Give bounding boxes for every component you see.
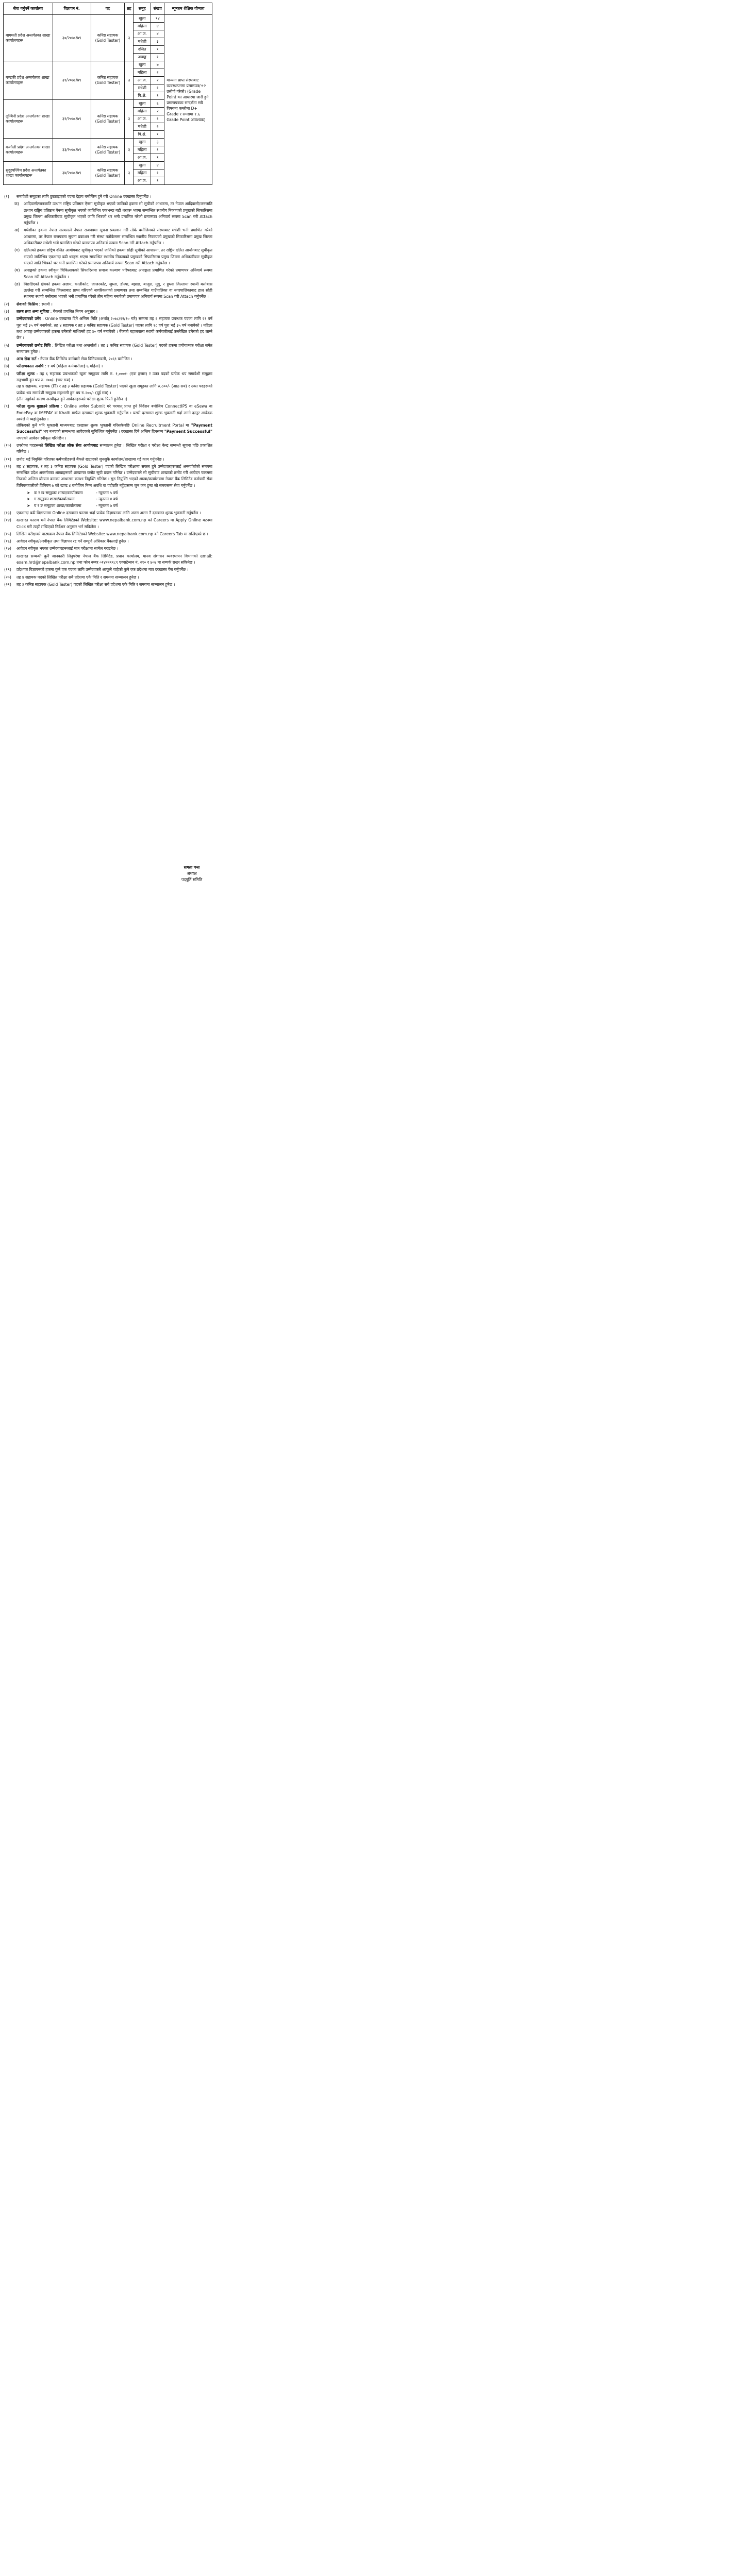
count-cell: १ [151,54,164,61]
note-6 [4,356,212,362]
count-cell: १ [151,177,164,185]
note-20 [4,574,212,581]
sub-note-number: (ङ) [14,281,20,286]
note-number: (२०) [4,574,11,580]
post-cell [91,15,125,61]
note-text-part: सञ्चालन हुनेछ । लिखित परीक्षा र परीक्षा केन्द्र सम्बन्धी सूचना पछि प्रकाशित गरिनेछ । [16,443,212,454]
sub-note-text: पिछडिएको क्षेत्रको हकमा अछाम, कालीकोट, जाजरकोट, जुम्ला, डोल्पा, बझाङ, बाजुरा, मुगु, र हुम्ला जिल्लामा स्थायी बसोबास उल्लेख गरी सम्बन्धित जिल्लाबाट प्राप्त गरिएको नागरिकताको प्रमाणपत्र तथा सम्बन्धित गाउँपालिका वा नगरपालिकाबाट हाल सोही स्थानमा स्थायी बसोबास भएको भनी प्रमाणित गरेको तीन महिना ननाघेको प्रमाणपत्र अनिवार्य रूपमा Scan गरी Attach गर्नुपर्नेछ । [24,281,212,299]
note-text: : १ वर्ष (महिला कर्मचारीलाई ६ महिना) । [45,364,103,369]
note-number: (२१) [4,582,11,587]
note-number: (१४) [4,518,11,523]
note-number: (७) [4,364,9,369]
notes-section [4,194,212,589]
note-text: तह ४ सहायक पदको लिखित परीक्षा सबै प्रदेशमा एकै मिति र समयमा सञ्चालन हुनेछ । [16,574,139,580]
count-cell: ३ [151,139,164,146]
note-7 [4,363,212,369]
note-text: तह ३ कनिष्ठ सहायक (Gold Tester) पदको लिखित परीक्षा सबै प्रदेशमा एकै मिति र समयमा सञ्चालन हुनेछ । [16,582,175,587]
group-cell: मधेशी [134,38,151,46]
note-text: समावेशी समूहका लागि छुट्याइएको पदमा देहाय बमोजिम हुने गरी Online दरखास्त दिनुपर्नेछ । [16,194,152,199]
note-text: : Online आवेदन Submit गरे पश्चात् प्राप्त हुने निर्देशन बमोजिम ConnectIPS वा eSewa वा FonePay वा IMEPAY वा Khalti मार्फत दरखास्त शुल्क भुक्तानी गर्नुपर्नेछ । यसरी दरखास्त शुल्क भुक्तानी गर्दा लाग्ने दस्तुर आवेदक स्वयंले ने व्यहोर्नुपर्नेछ । [16,404,212,421]
note-text: प्रदेशगत विज्ञापनको हकमा कुनै एक पदका लागि उम्मेदवारले आफूले चाहेको कुनै एक प्रदेशमा मात्र दरखास्त पेस गर्नुपर्नेछ । [16,567,189,572]
note-text: : Online दरखास्त दिने अन्तिम मिति (अर्थात् २०७८/१२/१० गते) सम्ममा तह ६ सहायक प्रबन्धक पदका लागि २१ वर्ष पूरा भई ३५ वर्ष ननाघेको, तह ४ सहायक र तह ३ कनिष्ठ सहायक (Gold Tester) पदका लागि १८ वर्ष पूरा भई ३५ वर्ष ननाघेको । महिला तथा अपाङ्ग उम्मेदवारको हकमा उमेरको माथिल्लो हद ४० वर्ष ननाघेको । बैंकको बहालवाला स्थायी कर्मचारीलाई उल्लेखित उमेरको हद लाग्ने छैन । [16,316,212,341]
header-group: समूह [134,3,151,15]
office-cell: बागमती प्रदेश अन्तर्गतका शाखा कार्यालयहरू [4,15,53,61]
note-8 [4,371,212,402]
header-count: संख्या [151,3,164,15]
group-cell: खुला [134,61,151,69]
count-cell: १४ [151,15,164,23]
count-cell: २ [151,108,164,115]
group-cell: मधेशी [134,84,151,92]
level-cell: ३ [125,162,134,185]
count-cell: १ [151,46,164,54]
group-cell: खुला [134,100,151,108]
note-label: उम्मेदवारको छनोट विधि [16,343,51,348]
note-number: (१३) [4,510,11,515]
note-number: (११) [4,456,11,462]
note-text-part: उपरोक्त पदहरूको [16,443,45,448]
count-cell: ३ [151,38,164,46]
note-11 [4,456,212,463]
group-cell: खुला [134,15,151,23]
adv-no-cell: ३१/२०७८/७९ [53,61,91,100]
group-cell: महिला [134,146,151,154]
note-label: परीक्षा शुल्क बुझाउने प्रक्रिया [16,404,59,409]
group-cell: आ.ज. [134,154,151,162]
group-cell: महिला [134,108,151,115]
adv-no-cell: ३३/२०७८/७९ [53,139,91,162]
note-4 [4,316,212,341]
group-cell: खुला [134,162,151,170]
note-text: आवेदन स्वीकृत/अस्वीकृत तथा विज्ञापन रद्द गर्ने सम्पूर्ण अधिकार बैंकलाई हुनेछ । [16,539,129,544]
post-cell [91,162,125,185]
note-text: : स्थायी । [39,301,53,307]
committee-name: पदपूर्ति समिति [181,877,203,883]
note-number: (१०) [4,443,11,448]
note-text: आवेदन स्वीकृत भएका उम्मेदवारहरूलाई मात्र परीक्षामा सामेल गराइनेछ । [16,546,119,551]
payment-successful-label: "Payment Successful" [16,423,212,434]
sub-note-text: अपाङ्गको हकमा स्वीकृत चिकित्सकको सिफारिसमा समाज कल्याण परिषदबाट अपाङ्गता प्रमाणित गरेको प्रमाणपत्र अनिवार्य रूपमा Scan गरी Attach गर्नुपर्नेछ । [24,268,212,279]
note-1 [4,194,212,200]
level-cell: ३ [125,100,134,139]
group-cell: महिला [134,170,151,177]
note-text: : तह ६ सहायक प्रबन्धकको खुला समूहका लागि रु. १,०००/- (एक हजार) र उक्त पदको प्रत्येक थप समावेशी समूहमा सहभागी हुन थप रु. ४००/- (चार सय) । [16,371,212,383]
group-cell: आ.ज. [134,177,151,185]
note-text: : नेपाल बैंक लिमिटेड कर्मचारी सेवा विनियमावली, २०६९ बमोजिम । [37,357,132,362]
sub-note-text: दलितको हकमा राष्ट्रिय दलित आयोगबाट सूचीकृत भएको जातिको हकमा सोही सूचीको आधारमा, तर राष्ट्रिय दलित आयोगबाट सूचीकृत भएको जातिभित्र एकभन्दा बढी थरहरू भएमा सम्बन्धित स्थानीय निकायको प्रमुखको सिफारिसमा प्रमुख जिल्ला अधिकारीबाट सूचीकृत भएको जाति भित्रको थर भनी प्रमाणित गरेको प्रमाणपत्र अनिवार्य रूपमा Scan गरी Attach गर्नुपर्नेछ । [24,248,212,265]
note-text-2: तह ४ सहायक, सहायक (IT) र तह ३ कनिष्ठ सहायक (Gold Tester) पदको खुला समूहका लागि रु.८००/- (आठ सय) र उक्त पदहरूको प्रत्येक थप समावेशी समूहमा सहभागी हुन थप रु.२००/- (दुई सय) । [16,384,212,395]
note-1-ga [4,247,212,266]
note-number: (२) [4,301,9,307]
post-subtitle: (Gold Tester) [95,150,121,155]
post-subtitle: (Gold Tester) [95,80,121,85]
adv-no-cell: ३०/२०७८/७९ [53,15,91,61]
note-text: : लिखित परीक्षा तथा अन्तर्वार्ता । तह ३ कनिष्ठ सहायक (Gold Tester) पदको हकमा प्रयोगात्मक परीक्षा समेत सञ्चालन हुनेछ । [16,343,212,354]
level-cell: ३ [125,61,134,100]
note-text: एकभन्दा बढी विज्ञापनमा Online दरखास्त फाराम भर्दा प्रत्येक विज्ञापनका लागि अलग अलग नै दरखास्त शुल्क भुक्तानी गर्नुपर्नेछ । [16,510,201,515]
note-text-3: (तीन नपुगेको कारण अस्वीकृत हुने आवेदनहरूको परीक्षा शुल्क फिर्ता हुनेछैन ।) [16,396,127,401]
note-label: सेवाको किसिम [16,301,38,307]
note-text: छनोट भई नियुक्ति गरिएका कर्मचारीहरूले बैंकले खटाएको जुनसुकै कार्यालय/शाखामा गई काम गर्नुपर्नेछ । [16,456,164,462]
note-number: (५) [4,343,9,348]
level-cell: ३ [125,139,134,162]
note-1-kha [4,227,212,246]
count-cell: ४ [151,23,164,30]
post-subtitle: (Gold Tester) [95,173,121,178]
note-3 [4,309,212,315]
group-cell: खुला [134,139,151,146]
list-item-left: घ र ङ समूहका शाखा/कार्यालयमा [34,503,81,508]
note-text: : बैंकको प्रचलित नियम अनुसार । [50,309,98,314]
post-name: कनिष्ठ सहायक [97,168,119,173]
table-row [4,15,212,23]
list-item [4,503,212,509]
group-cell: मधेशी [134,123,151,131]
count-cell: २ [151,123,164,131]
sub-note-number: क) [14,201,19,207]
note-number: (१२) [4,464,11,469]
note-number: (६) [4,357,9,362]
header-post: पद [91,3,125,15]
note-5 [4,343,212,355]
sub-note-number: (घ) [14,268,20,273]
post-cell [91,139,125,162]
signatory-title: अध्यक्ष [187,871,197,876]
note-number: (१७) [4,546,11,551]
list-item-right: - न्यूनतम ५ वर्ष [96,490,118,496]
qualification-cell: मान्यता प्राप्त संस्थाबाट व्यवस्थापनमा प्रमाणपत्र/+२ उत्तीर्ण गरेको। (Grade Point का आधारमा जारी हुने प्रमाणपत्रका सन्दर्भमा सबै विषयमा कम्तीमा D+ Grade र समग्रमा १.६ Grade Point आवश्यक) [164,15,212,185]
note-15 [4,531,212,537]
list-item [4,490,212,496]
note-label: तलब तथा अन्य सुविधा [16,309,49,314]
note-text: दरखास्त फाराम भर्ने नेपाल बैंक लिमिटेडको Website: www.nepalbank.com.np को Careers मा Apply Online बटनमा Click गरी त्यहाँ राखिएको निर्देशन अनुसार भर्न सकिनेछ । [16,518,212,529]
note-label: परीक्षा शुल्क [16,371,35,376]
group-cell: महिला [134,69,151,77]
header-qualification: न्यूनतम शैक्षिक योग्यता [164,3,212,15]
vacancy-table [3,3,212,185]
note-number: (४) [4,316,9,321]
page [0,0,217,896]
note-21 [4,582,212,588]
note-text: दरखास्त सम्बन्धी कुनै जानकारी लिनुपरेमा नेपाल बैंक लिमिटेड, प्रधान कार्यालय, मानव संशाधन व्यवस्थापन विभागको email: exam.hrd@nepalbank.com.np तथा फोन नम्बर ०१४२२११८९ एक्सटेन्सन नं. २१० र ४०७ मा सम्पर्क राख्न सकिनेछ । [16,553,212,565]
header-adv-no: विज्ञापन नं. [53,3,91,15]
post-subtitle: (Gold Tester) [95,38,121,43]
count-cell: १ [151,92,164,100]
adv-no-cell: ३२/२०७८/७९ [53,100,91,139]
note-1-nga [4,281,212,300]
note-text-bold: लिखित परीक्षा लोक सेवा आयोगबाट [44,443,98,448]
note-label: उम्मेदवारको उमेर [16,316,41,321]
office-cell: लुम्बिनी प्रदेश अन्तर्गतका शाखा कार्यालयहरू [4,100,53,139]
arrow-bullet-icon: ➤ [27,497,30,502]
table-header-row [4,3,212,15]
group-cell: पि.क्षे. [134,92,151,100]
sub-note-text: आदिवासी/जनजाति उत्थान राष्ट्रिय प्रतिष्ठान ऐनमा सूचीकृत भएको जातिको हकमा सो सूचीको आधारमा, तर नेपाल आदिवासी/जनजाति उत्थान राष्ट्रिय प्रतिष्ठान ऐनमा सूचीकृत भएको जातिभित्र एकभन्दा बढी थरहरू भएमा सम्बन्धित स्थानीय निकायको प्रमुखको सिफारिसमा प्रमुख जिल्ला अधिकारीबाट सूचीकृत भएको जाति भित्रको थर भनी प्रमाणित गरेको प्रमाणपत्र अनिवार्य रूपमा Scan गरी Attach गर्नुपर्नेछ । [24,201,212,226]
signatory-name: समता पन्त [184,865,200,870]
note-number: (९) [4,404,9,409]
note-1-ka [4,201,212,226]
note-text-part: तोकिएको कुनै पनि भुक्तानी माध्यमबाट दरखास्त शुल्क भुक्तानी गरिसकेपछि Online Recruitment Portal मा [16,423,191,428]
header-level: तह [125,3,134,15]
post-cell [91,100,125,139]
header-office: सेवा गर्नुपर्ने कार्यालय [4,3,53,15]
note-text: लिखित परीक्षाको पाठ्यक्रम नेपाल बैंक लिमिटेडको Website: www.nepalbank.com.np को Careers Tab मा राखिएको छ । [16,531,208,536]
note-text-part: नभएको आवेदन स्वीकृत गरिनेछैन । [16,435,67,440]
list-item-right: - न्यूनतम ४ वर्ष [96,497,118,502]
note-10 [4,443,212,455]
adv-no-cell: ३४/२०७८/७९ [53,162,91,185]
note-9 [4,403,212,442]
note-number: (१५) [4,531,11,536]
group-cell: पि.क्षे. [134,131,151,139]
note-14 [4,517,212,530]
note-number: (१६) [4,539,11,544]
post-name: कनिष्ठ सहायक [97,145,119,150]
group-cell: आ.ज. [134,77,151,84]
note-number: (१९) [4,567,11,572]
note-12 [4,464,212,489]
count-cell: ६ [151,100,164,108]
note-1-gha [4,267,212,280]
count-cell: १ [151,84,164,92]
sub-note-text: मधेशीका हकमा नेपाल सरकारले नेपाल राजपत्रमा सूचना प्रकाशन गरी तोके बमोजिमको संस्थाबाट मधेशी भनी प्रमाणित गरेको आधारमा, तर नेपाल राजपत्रमा सूचना प्रकाशन गरी संस्था नतोकेसम्म सम्बन्धित स्थानीय निकायको प्रमुखको सिफारिसमा प्रमुख जिल्ला अधिकारीबाट मधेशी भनी प्रमाणित गरेको प्रमाणपत्र अनिवार्य रूपमा Scan गरी Attach गर्नुपर्नेछ । [24,228,212,246]
count-cell: २ [151,69,164,77]
note-17 [4,546,212,552]
list-item [4,496,212,502]
office-cell: गण्डकी प्रदेश अन्तर्गतका शाखा कार्यालयहरू [4,61,53,100]
note-number: (१८) [4,553,11,558]
note-18 [4,553,212,566]
count-cell: २ [151,77,164,84]
post-subtitle: (Gold Tester) [95,119,121,124]
note-text-2 [16,422,212,442]
office-cell: सुदूरपश्चिम प्रदेश अन्तर्गतका शाखा कार्यालयहरू [4,162,53,185]
group-cell: महिला [134,23,151,30]
note-16 [4,538,212,545]
level-cell: ३ [125,15,134,61]
office-cell: कर्णाली प्रदेश अन्तर्गतका शाखा कार्यालयहरू [4,139,53,162]
count-cell: १ [151,115,164,123]
group-cell: अपाङ्ग [134,54,151,61]
note-label: परीक्षणकाल अवधि [16,364,44,369]
count-cell: १ [151,146,164,154]
note-number: (१) [4,194,9,199]
note-2 [4,301,212,308]
arrow-bullet-icon: ➤ [27,490,30,496]
count-cell: ४ [151,162,164,170]
post-name: कनिष्ठ सहायक [97,114,119,119]
note-19 [4,567,212,573]
note-text-part: भए नभएको सम्बन्धमा आवेदकले सुनिश्चित गर्नुपर्नेछ । दरखास्त दिने अन्तिम दिनसम्म [42,429,164,434]
count-cell: १ [151,131,164,139]
sub-note-number: ख) [14,228,20,233]
payment-successful-label: "Payment Successful" [164,429,212,434]
signature-block [171,865,212,883]
post-name: कनिष्ठ सहायक [97,75,119,80]
note-number: (८) [4,371,9,376]
count-cell: १ [151,170,164,177]
note-text: तह ४ सहायक, र तह ३ कनिष्ठ सहायक (Gold Tester) पदको लिखित परीक्षामा सफल हुने उम्मेदवारहरूलाई अन्तर्वार्ताको समयमा सम्बन्धित प्रदेश अन्तर्गतका शाखाहरूको शाखागत छनोट सूची प्रदान गरिनेछ । उम्मेदवारले सो सूचीबाट शाखाको छनोट गरी आवेदन फारममा निजको अन्तिम योग्यता क्रमका आधारमा क्रमशः नियुक्ति गरिनेछ । सुरु नियुक्ति भएको शाखा/कार्यालयमा नेपाल बैंक लिमिटेड कर्मचारी सेवा विनियमावलीको विनियम ७ को खण्ड ४ बमोजिम निम्न अवधि वा पदोन्नति नहुँदासम्म जुन कम हुन्छ सो समयसम्म सेवा गर्नुपर्नेछ । [16,464,212,488]
post-name: कनिष्ठ सहायक [97,32,119,38]
sub-note-number: (ग) [14,248,20,253]
list-item-left: ग समूहका शाखा/कार्यालयमा [34,497,75,502]
group-cell: आ.ज. [134,115,151,123]
note-number: (३) [4,309,9,314]
arrow-bullet-icon: ➤ [27,503,30,508]
count-cell: ७ [151,61,164,69]
group-cell: दलित [134,46,151,54]
post-cell [91,61,125,100]
count-cell: ४ [151,30,164,38]
note-13 [4,510,212,516]
list-item-left: क र ख समूहका शाखा/कार्यालयमा [34,490,83,496]
list-item-right: - न्यूनतम ७ वर्ष [96,503,118,508]
count-cell: १ [151,154,164,162]
group-cell: आ.ज. [134,30,151,38]
note-label: अन्य सेवा सर्त [16,357,37,362]
